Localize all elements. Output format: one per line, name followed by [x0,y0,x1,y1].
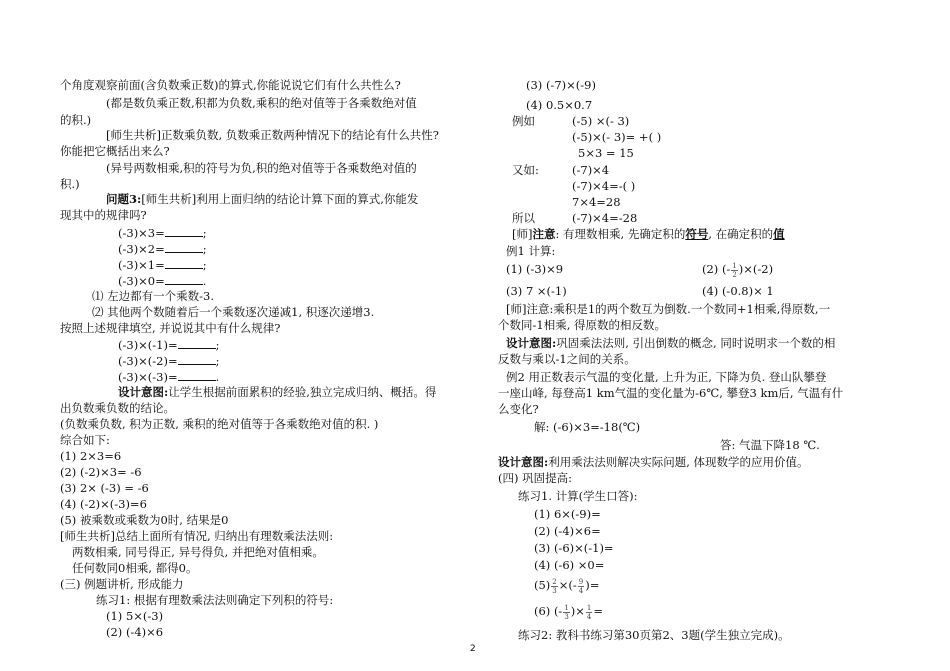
answer-blank [165,273,203,285]
text-line: (4) (-6) ×0= [534,558,605,572]
text-line: 现其中的规律吗? [60,208,147,222]
text-line: [师]注意:乘积是1的两个数互为倒数.一个数同+1相乘,得原数,一 [506,302,831,316]
text-line: (4) (-2)×(-3)=6 [60,497,147,511]
text-line: 一座山峰, 每登高1 km气温的变化量为-6℃, 攀登3 km后, 气温有什 [498,386,844,400]
answer-blank [165,225,203,237]
fraction: $\frac{1}{2}$ [732,261,737,279]
text-line: (5) $\frac{2}{3}$ ×(- $\frac{9}{4}$ )= [534,577,600,595]
equation-line: (-3)×(-1)= ; [118,338,220,352]
text-line: (都是数负乘正数,积都为负数,乘积的绝对值等于各乘数绝对值 [106,96,417,110]
text-line: 练习1. 计算(学生口答): [518,489,638,503]
text-line: (2) (- $\frac{1}{2}$ )×(-2) [702,261,774,279]
text-line: 个数同-1相乘, 得原数的相反数。 [498,318,667,332]
text-line: 你能把它概括出来么? [60,144,170,158]
note-line: [师]注意: 有理数相乘, 先确定积的符号, 在确定积的值 [512,227,785,241]
text-line: (-5)×(- 3)= +( ) [572,130,662,144]
equation-line: (-3)×0= . [118,274,207,288]
text-line: 例如 [512,114,535,128]
section-heading: (四) 巩固提高: [498,471,573,485]
text-line: [师生共析]正数乘负数, 负数乘正数两种情况下的结论有什么共性? [106,128,439,142]
text-line: 积.) [60,177,80,191]
text-line: 综合如下: [60,433,110,447]
text-line: 设计意图:让学生根据前面累积的经验,独立完成归纳、概括。得 [118,385,437,399]
fraction: $\frac{2}{3}$ [552,577,557,595]
text-line: (1) 6×(-9)= [534,507,601,521]
equation-line: (-3)×1= ; [118,258,207,272]
text-line: 么变化? [498,402,539,416]
question-text: [师生共析]利用上面归纳的结论计算下面的算式,你能发 [141,192,419,206]
text-line: 5×3 = 15 [578,146,634,160]
text-line: [师生共析]总结上面所有情况, 归纳出有理数乘法法则: [60,529,334,543]
text-line: 设计意图:巩固乘法法则, 引出倒数的概念, 同时说明求一个数的相 [506,336,836,350]
answer-blank [178,353,216,365]
equation-line: (-3)×2= ; [118,242,207,256]
text-line: (-7)×4=-28 [572,211,638,225]
equation-line: (-3)×3= ; [118,226,207,240]
text-line: 出负数乘负数的结论。 [60,401,175,415]
text-line: (4) 0.5×0.7 [526,98,593,112]
text-line: 例2 用正数表示气温的变化量, 上升为正, 下降为负. 登山队攀登 [506,370,827,384]
text-line: (2) (-4)×6= [534,524,601,538]
text-line: (5) 被乘数或乘数为0时, 结果是0 [60,513,229,527]
fraction: $\frac{9}{4}$ [578,577,584,595]
text-line: (1) 5×(-3) [106,609,164,623]
answer-blank [178,337,216,349]
answer-blank [165,241,203,253]
text-line: 的积.) [60,113,92,127]
text-line: 反数与乘以-1之间的关系。 [498,352,636,366]
equation-line: (-3)×(-3)= . [118,370,220,384]
equation-line: (-3)×(-2)= ; [118,354,220,368]
text-line: 又如: [512,163,539,177]
answer-blank [165,257,203,269]
fraction: $\frac{1}{3}$ [564,603,569,621]
text-line: 练习1: 根据有理数乘法法则确定下列积的符号: [96,593,334,607]
text-line: (异号两数相乘,积的符号为负,积的绝对值等于各乘数绝对值的 [106,161,417,175]
text-line: (2) (-4)×6 [106,625,164,639]
page-number: 2 [470,644,476,654]
design-intent-label: 设计意图: [118,385,169,399]
text-line: 任何数同0相乘, 都得0。 [72,561,198,575]
text-line: ⑴ 左边都有一个乘数-3. [92,289,215,303]
text-line: 两数相乘, 同号得正, 异号得负, 并把绝对值相乘。 [72,545,324,559]
text-line: (-7)×4=-( ) [572,179,636,193]
text-line: 7×4=28 [572,195,621,209]
section-heading: (三) 例题讲析, 形成能力 [60,577,184,591]
text-line: (4) (-0.8)× 1 [702,284,774,298]
text-line: (3) (-6)×(-1)= [534,541,614,555]
example-heading: 例1 计算: [506,244,556,258]
text-line: 个角度观察前面(含负数乘正数)的算式,你能说说它们有什么共性么? [60,78,401,92]
design-intent-label: 设计意图: [498,455,549,469]
text-line: 练习2: 教科书练习第30页第2、3题(学生独立完成)。 [518,628,790,642]
question-label: 问题3: [106,192,142,206]
text-line: 答: 气温下降18 ℃. [720,438,820,452]
text-line: (-7)×4 [572,163,610,177]
text-line: (-5) ×(- 3) [572,114,630,128]
text-line: (6) (- $\frac{1}{3}$ )× $\frac{1}{4}$ = [534,603,604,621]
text-line: (2) (-2)×3= -6 [60,465,142,479]
text-line: ⑵ 其他两个数随着后一个乘数逐次递减1, 积逐次递增3. [92,305,375,319]
text-line: (负数乘负数, 积为正数, 乘积的绝对值等于各乘数绝对值的积. ) [60,417,379,431]
text-line: (3) 7 ×(-1) [506,284,567,298]
design-intent-label: 设计意图: [506,336,557,350]
text-line: (1) 2×3=6 [60,449,122,463]
text-line: (3) (-7)×(-9) [526,78,596,92]
text-line: (1) (-3)×9 [506,262,564,276]
text-line: (3) 2× (-3) = -6 [60,481,149,495]
text-line: 所以 [512,211,535,225]
text-line: 设计意图:利用乘法法则解决实际问题, 体现数学的应用价值。 [498,455,809,469]
text-line: 按照上述规律填空, 并说说其中有什么规律? [60,321,281,335]
text-line: 解: (-6)×3=-18(℃) [534,420,641,434]
text-line [106,192,418,207]
fraction: $\frac{1}{4}$ [586,603,592,621]
answer-blank [178,369,216,381]
